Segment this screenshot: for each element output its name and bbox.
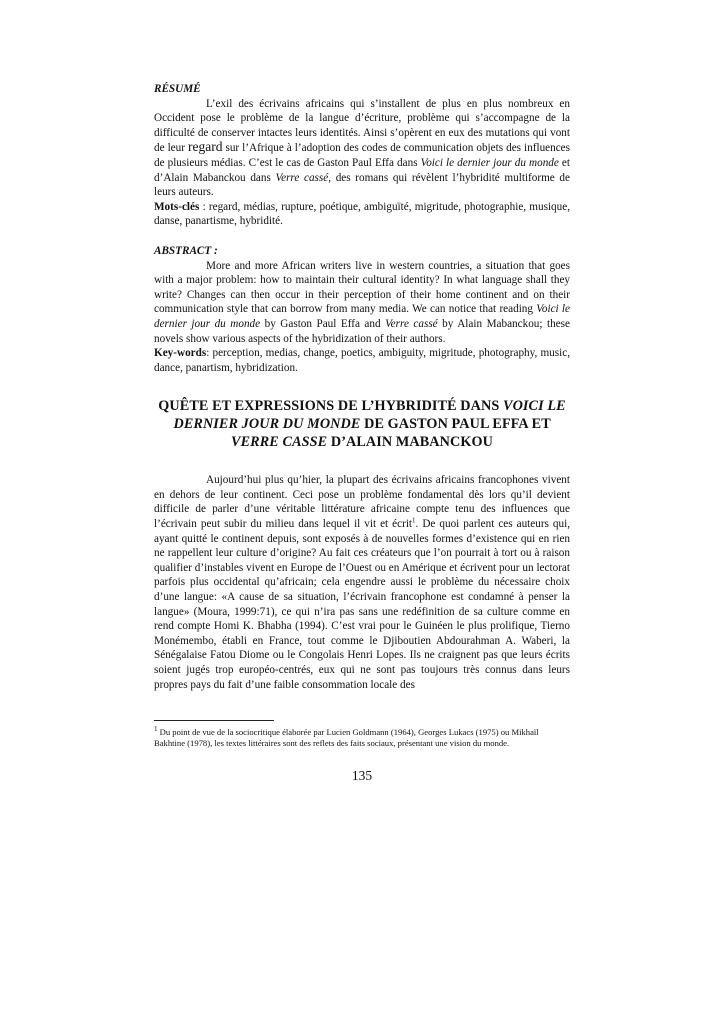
title-part3: D’ALAIN MABANCKOU bbox=[330, 434, 493, 451]
article-title bbox=[154, 397, 570, 451]
abstract-keywords-text: : perception, medias, change, poetics, ambiguity, migritude, photography, music, dance, panartism, hybridization. bbox=[154, 347, 570, 374]
resume-paragraph bbox=[154, 97, 570, 200]
abstract-text-c: by Alain Mabanckou; these novels show various aspects of the hybridization of their authors. bbox=[154, 317, 570, 345]
abstract-heading-text: ABSTRACT bbox=[154, 244, 212, 257]
resume-text-c: et d’Alain Mabanckou dans bbox=[154, 156, 570, 184]
resume-text-b: sur l’Afrique à l’adoption des codes de communication objets des influences de plusieurs médias. C’est le cas de Gaston Paul Effa dans bbox=[154, 142, 571, 169]
resume-text-d: des romans qui révèlent l’hybridité multiforme de leurs auteurs. bbox=[154, 171, 570, 199]
abstract-text-a: More and more African writers live in western countries, a situation that goes with a major problem: how to maintain their cultural identity? In what language shall they write? Changes can then occur in their perception of their home continent and on their communication style that can borrow from many media. We can notice that reading bbox=[154, 259, 570, 316]
resume-regard: regard bbox=[187, 139, 223, 155]
footnote-text: Du point de vue de la sociocritique élaborée par Lucien Goldmann (1964), Georges Lukacs (1975) ou Mikhaïl Bakhtine (1978), les textes littéraires sont des reflets des faits sociaux, présentant une vision du monde. bbox=[154, 727, 539, 749]
resume-title-effa: Voici le dernier jour du monde bbox=[420, 156, 559, 169]
abstract-paragraph bbox=[154, 259, 570, 347]
footnote bbox=[154, 727, 570, 749]
resume-keywords bbox=[154, 200, 570, 229]
title-italic2: VERRE CASSE bbox=[231, 434, 328, 451]
body-text-a: Aujourd’hui plus qu’hier, la plupart des écrivains africains francophones vivent en dehors de leur continent. Ceci pose un problème fondamental dès lors qu’il devient difficile de parler d’une véritable littérature africaine compte tenu des influences que l’écrivain peut subir du milieu dans lequel il vit et écrit bbox=[154, 474, 570, 531]
resume-heading: RÉSUMÉ bbox=[154, 83, 201, 95]
resume-keywords-label: Mots-clés bbox=[154, 200, 200, 213]
body-text-b: . De quoi parlent ces auteurs qui, ayant quitté le continent depuis, sont exposés à de nouvelles formes d’existence qui en rien ne rappellent leur culture d’origine? Au fait ces créateurs que l’on pourrait à tort ou à raison qualifier d’instables vivent en Europe de l’Ouest ou en Amérique et écrivent pour un lectorat parfois plus occidental qu’africain; cela engendre aussi le problème du nécessaire choix d’une langue: «A cause de sa situation, l’écrivain francophone est condamné à penser la langue» (Moura, 1999:71), ce qui n’ira pas sans une redéfinition de sa culture comme en rend compte Homi K. Bhabha (1994). C’est vrai pour le Guinéen le plus prolifique, Tierno Monémembo, établi en France, tout comme le Djiboutien Abdourahman A. Waberi, la Sénégalaise Fatou Diome ou le Congolais Henri Lopes. Ils ne craignent pas que leurs écrits soient jugés trop européo-centrés, eux qui ne sont pas toujours très connus dans leurs propres pays du fait d’une faible consommation locale des bbox=[154, 518, 570, 691]
resume-title-mabanckou: Verre cassé, bbox=[275, 171, 332, 184]
abstract-keywords-label: Key-words bbox=[154, 347, 207, 360]
abstract-heading-suffix: : bbox=[211, 244, 218, 257]
footnote-marker: 1 bbox=[154, 725, 158, 734]
abstract-title-effa: Voici le dernier jour du monde bbox=[154, 303, 570, 330]
body-paragraph bbox=[154, 473, 570, 692]
abstract-title-mabanckou: Verre cassé bbox=[385, 317, 438, 330]
abstract-heading bbox=[154, 244, 570, 259]
abstract-keywords bbox=[154, 346, 570, 375]
title-part2: DE GASTON PAUL EFFA ET bbox=[364, 416, 551, 433]
footnote-reference[interactable]: 1 bbox=[412, 516, 416, 525]
page-number: 135 bbox=[351, 768, 373, 784]
title-italic1: VOICI LE DERNIER JOUR DU MONDE bbox=[173, 398, 566, 433]
title-part1: QUÊTE ET EXPRESSIONS DE L’HYBRIDITÉ DANS bbox=[158, 398, 500, 415]
resume-keywords-text: : regard, médias, rupture, poétique, ambiguïté, migritude, photographie, musique, danse, panartisme, hybridité. bbox=[154, 200, 570, 228]
footnote-divider bbox=[154, 720, 274, 721]
abstract-text-b: by Gaston Paul Effa and bbox=[264, 317, 381, 330]
resume-text-a: L’exil des écrivains africains qui s’installent de plus en plus nombreux en Occident pose le problème de la langue d’écriture, problème qui s’accompagne de la difficulté de conserver intactes leurs identités. Ainsi s’opèrent en eux des mutations qui vont de leur bbox=[154, 97, 570, 155]
page-content bbox=[154, 82, 570, 784]
